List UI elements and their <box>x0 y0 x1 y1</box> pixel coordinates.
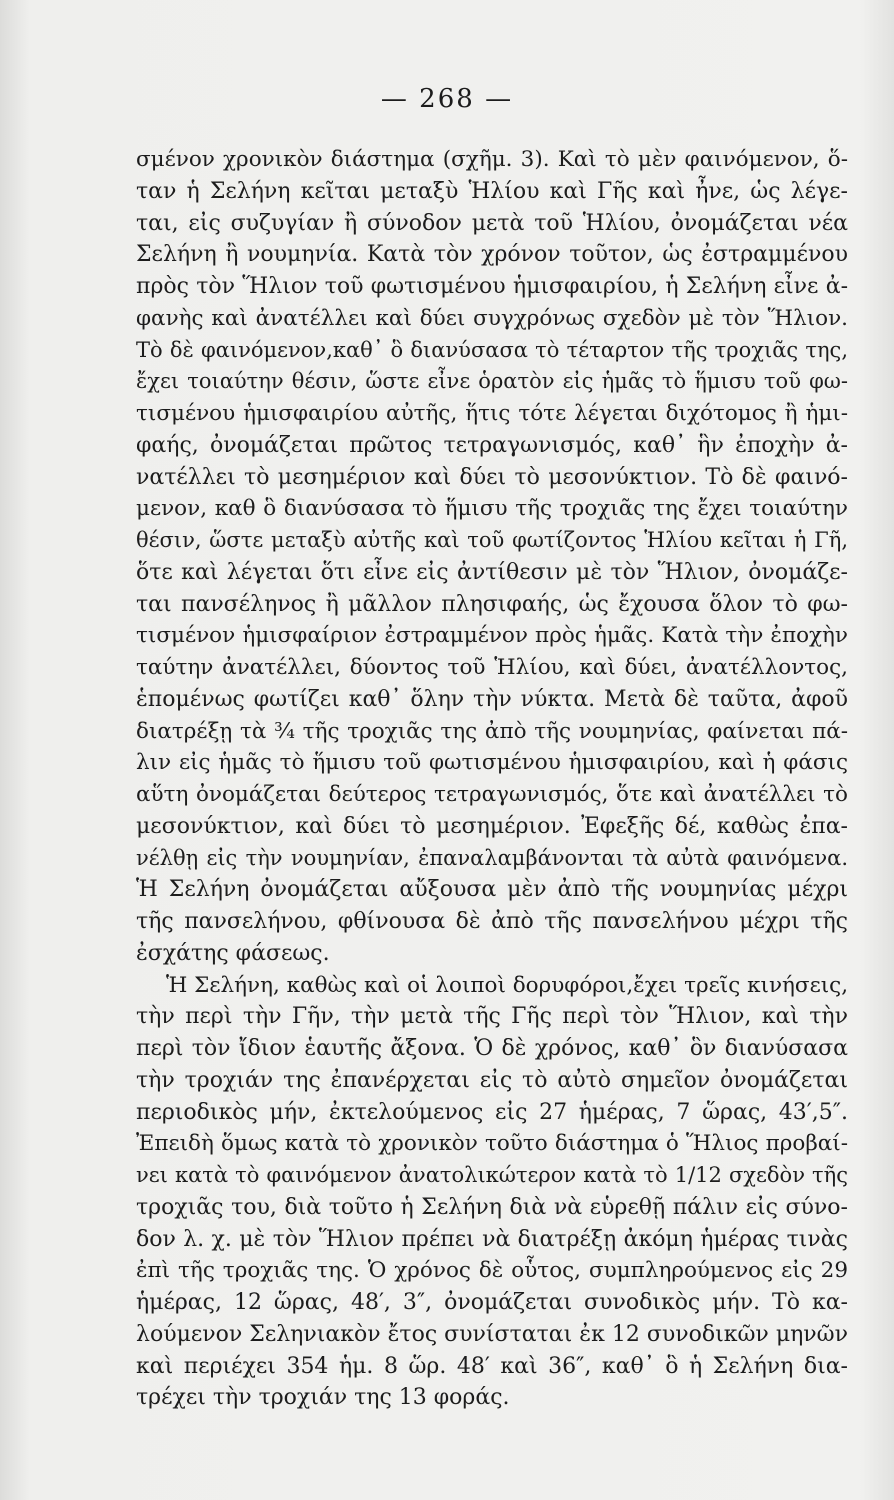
body-text <box>136 144 848 1414</box>
text-line: νέλθῃ εἰς τὴν νουμηνίαν, ἐπαναλαμβάνονται τὰ αὐτὰ φαινόμενα. <box>136 845 848 870</box>
text-line: περιοδικὸς μήν, ἐκτελούμενος εἰς 27 ἡμέρας, 7 ὥρας, 43′,5″. <box>136 1099 848 1125</box>
text-line: ταν ἡ Σελήνη κεῖται μεταξὺ Ἡλίου καὶ Γῆς καὶ ἦνε, ὡς λέγε- <box>136 178 848 204</box>
text-line: καὶ περιέχει 354 ἡμ. 8 ὥρ. 48′ καὶ 36″, καθ᾽ ὃ ἡ Σελήνη δια- <box>136 1353 848 1379</box>
text-line: πρὸς τὸν Ἥλιον τοῦ φωτισμένου ἡμισφαιρίου, ἡ Σελήνη εἶνε ἀ- <box>136 274 848 299</box>
text-line: σμένον χρονικὸν διάστημα (σχῆμ. 3). Καὶ τὸ μὲν φαινόμενον, ὅ- <box>136 147 848 172</box>
page-number: — 268 — <box>380 84 514 114</box>
text-line: αὕτη ὀνομάζεται δεύτερος τετραγωνισμός, ὅτε καὶ ἀνατέλλει τὸ <box>136 782 848 807</box>
text-line: περὶ τὸν ἴδιον ἑαυτῆς ἄξονα. Ὁ δὲ χρόνος, καθ᾽ ὃν διανύσασα <box>136 1036 848 1061</box>
text-line: ἐσχάτης φάσεως. <box>136 940 330 966</box>
text-line: νατέλλει τὸ μεσημέριον καὶ δύει τὸ μεσονύκτιον. Τὸ δὲ φαινό- <box>136 464 848 490</box>
text-line: τὴν τροχιάν της ἐπανέρχεται εἰς τὸ αὐτὸ σημεῖον ὀνομάζεται <box>136 1067 848 1093</box>
text-line: τὴν περὶ τὴν Γῆν, τὴν μετὰ τῆς Γῆς περὶ τὸν Ἥλιον, καὶ τὴν <box>136 1004 848 1030</box>
text-line: ἡμέρας, 12 ὥρας, 48′, 3″, ὀνομάζεται συνοδικὸς μήν. Τὸ κα- <box>136 1290 848 1315</box>
text-line: λιν εἰς ἡμᾶς τὸ ἥμισυ τοῦ φωτισμένου ἡμισφαιρίου, καὶ ἡ φάσις <box>136 750 848 776</box>
text-line: φανὴς καὶ ἀνατέλλει καὶ δύει συγχρόνως σχεδὸν μὲ τὸν Ἥλιον. <box>136 305 848 331</box>
text-line: ται πανσέληνος ἢ μᾶλλον πλησιφαής, ὡς ἔχουσα ὅλον τὸ φω- <box>136 591 848 617</box>
text-line: ταύτην ἀνατέλλει, δύοντος τοῦ Ἡλίου, καὶ δύει, ἀνατέλλοντος, <box>136 655 848 680</box>
text-line: διατρέξῃ τὰ ¾ τῆς τροχιᾶς της ἀπὸ τῆς νουμηνίας, φαίνεται πά- <box>136 718 848 744</box>
text-line: ὅτε καὶ λέγεται ὅτι εἶνε εἰς ἀντίθεσιν μὲ τὸν Ἥλιον, ὀνομάζε- <box>136 559 848 585</box>
text-line: νει κατὰ τὸ φαινόμενον ἀνατολικώτερον κατὰ τὸ 1/12 σχεδὸν τῆς <box>136 1163 848 1187</box>
text-line: τισμένον ἡμισφαίριον ἐστραμμένον πρὸς ἡμᾶς. Κατὰ τὴν ἐποχὴν <box>136 623 848 649</box>
text-line: ἐπὶ τῆς τροχιᾶς της. Ὁ χρόνος δὲ οὗτος, συμπληρούμενος εἰς 29 <box>136 1258 848 1284</box>
text-line: φαής, ὀνομάζεται πρῶτος τετραγωνισμός, καθ᾽ ἣν ἐποχὴν ἀ- <box>136 432 848 458</box>
text-line: λούμενον Σεληνιακὸν ἔτος συνίσταται ἐκ 12 συνοδικῶν μηνῶν <box>136 1321 848 1347</box>
text-line: ἑπομένως φωτίζει καθ᾽ ὅλην τὴν νύκτα. Μετὰ δὲ ταῦτα, ἀφοῦ <box>136 686 848 712</box>
text-line: Τὸ δὲ φαινόμενον,καθ᾽ ὃ διανύσασα τὸ τέταρτον τῆς τροχιᾶς της, <box>136 337 848 362</box>
text-line: Σελήνη ἢ νουμηνία. Κατὰ τὸν χρόνον τοῦτον, ὡς ἐστραμμένου <box>136 242 848 268</box>
text-line: τισμένου ἡμισφαιρίου αὐτῆς, ἥτις τότε λέγεται διχότομος ἢ ἡμι- <box>136 401 848 426</box>
text-line: μεσονύκτιον, καὶ δύει τὸ μεσημέριον. Ἐφεξῆς δέ, καθὼς ἐπα- <box>136 813 848 839</box>
text-line: Ἡ Σελήνη, καθὼς καὶ οἱ λοιποὶ δορυφόροι,ἔχει τρεῖς κινήσεις, <box>166 972 849 998</box>
text-line: τῆς πανσελήνου, φθίνουσα δὲ ἀπὸ τῆς πανσελήνου μέχρι τῆς <box>136 909 848 934</box>
text-line: τροχιᾶς του, διὰ τοῦτο ἡ Σελήνη διὰ νὰ εὑρεθῇ πάλιν εἰς σύνο- <box>136 1194 848 1220</box>
text-line: δον λ. χ. μὲ τὸν Ἥλιον πρέπει νὰ διατρέξῃ ἀκόμη ἡμέρας τινὰς <box>136 1226 848 1252</box>
text-line: τρέχει τὴν τροχιάν της 13 φοράς. <box>136 1385 510 1411</box>
text-line: ἔχει τοιαύτην θέσιν, ὥστε εἶνε ὁρατὸν εἰς ἡμᾶς τὸ ἥμισυ τοῦ φω- <box>136 369 848 394</box>
text-line: ται, εἰς συζυγίαν ἢ σύνοδον μετὰ τοῦ Ἡλίου, ὀνομάζεται νέα <box>136 210 848 236</box>
text-line: θέσιν, ὥστε μεταξὺ αὐτῆς καὶ τοῦ φωτίζοντος Ἡλίου κεῖται ἡ Γῆ, <box>136 528 848 552</box>
text-line: Ἐπειδὴ ὅμως κατὰ τὸ χρονικὸν τοῦτο διάστημα ὁ Ἥλιος προβαί- <box>136 1131 848 1157</box>
text-line: Ἡ Σελήνη ὀνομάζεται αὔξουσα μὲν ἀπὸ τῆς νουμηνίας μέχρι <box>136 877 848 903</box>
text-line: μενον, καθ ὃ διανύσασα τὸ ἥμισυ τῆς τροχιᾶς της ἔχει τοιαύτην <box>136 496 848 522</box>
